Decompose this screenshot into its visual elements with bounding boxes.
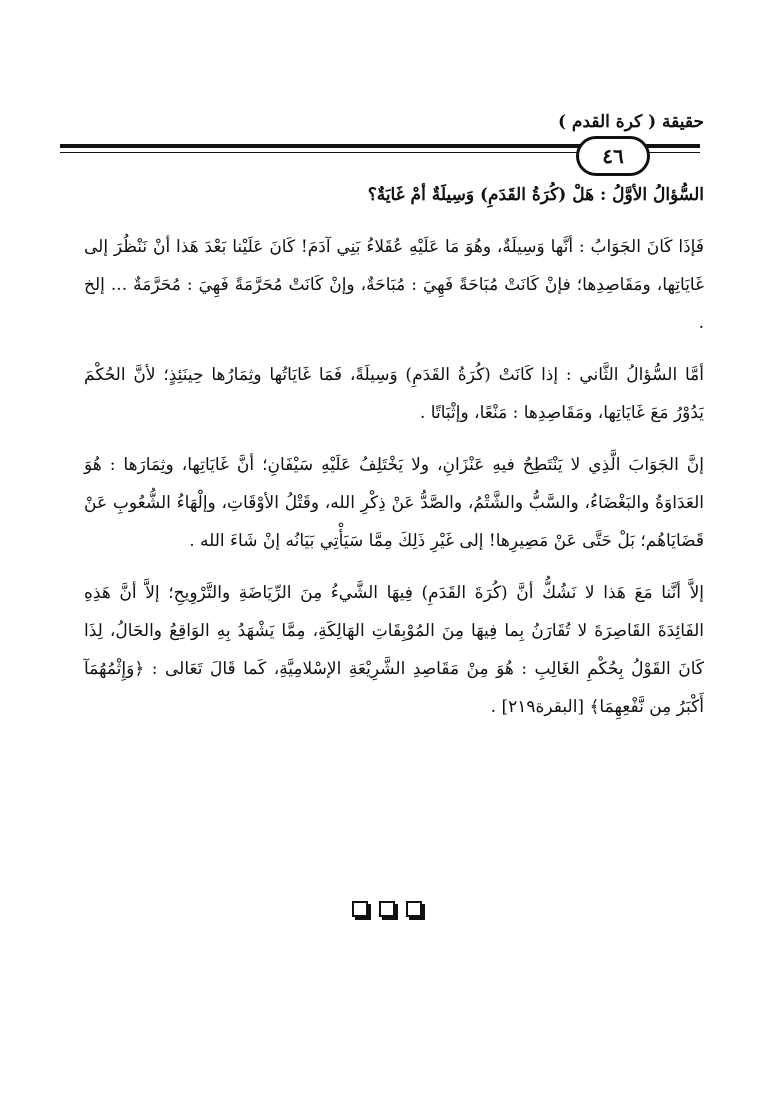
paragraph-first-answer: فَإذَا كَانَ الجَوَابُ : أنَّها وَسِيلَةٌ، وهُوَ مَا عَلَيْهِ عُقَلاءُ بَنِي آدَمَ! كَانَ عَلَيْنا بَعْدَ هَذا أنْ نَنْظُرَ إلى غَايَاتِها، ومَقَاصِدِها؛ فإنْ كَانَتْ مُبَاحَةً فَهِيَ : مُبَاحَةٌ، وإنْ كَانَتْ مُحَرَّمَةً فَهِيَ : مُحَرَّمَةٌ ... إلخ . bbox=[84, 237, 704, 333]
paragraph-second-answer: إنَّ الجَوَابَ الَّذِي لا يَنْتَطِحُ فيهِ عَنْزَانِ، ولا يَخْتَلِفُ عَلَيْهِ سَيْفَانِ؛ أنَّ غَايَاتِها، وثِمَارَها : هُوَ العَدَاوَةُ والبَغْضَاءُ، والسَّبُّ والشَّتْمُ، والصَّدُّ عَنْ ذِكْرِ الله، وقَتْلُ الأوْقَاتِ، وإلْهَاءُ الشُّعُوبِ عَنْ قَضَايَاهُم؛ بَلْ حَتَّى عَنْ مَصِيرِها! إلى غَيْرِ ذَلِكَ مِمَّا سَيَأْتِي بَيَانُه إنْ شَاءَ الله . bbox=[84, 455, 704, 551]
running-title: حقيقة ( كرة القدم ) bbox=[557, 112, 704, 132]
paragraph-conclusion: إلاَّ أنَّنا مَعَ هَذا لا نَشُكُّ أنَّ (كُرَةَ القَدَمِ) فِيهَا الشَّيءُ مِنَ الرِّيَاضَةِ والتَّرْوِيحِ؛ إلاَّ أنَّ هَذِهِ الفَائِدَةَ القَاصِرَةَ لا تُقَارَنُ بِما فِيهَا مِنَ المُوْبِقَاتِ الهَالِكَةِ، مِمَّا يَشْهَدُ بِهِ الوَاقِعُ والحَالُ، لِذَا كَانَ القَوْلُ بِحُكْمِ الغَالِبِ : هُوَ مِنْ مَقَاصِدِ الشَّرِيْعَةِ الإسْلامِيَّةِ، كَما قَالَ تَعَالى : ﴿وَإِثْمُهُمَآ أَكْبَرُ مِن نَّفْعِهِمَا﴾ [البقرة٢١٩] . bbox=[84, 583, 704, 717]
ornament-square-icon bbox=[352, 901, 368, 917]
section-end-ornament bbox=[352, 898, 422, 920]
page-body bbox=[84, 176, 704, 740]
page-number: ٤٦ bbox=[576, 136, 650, 176]
ornament-square-icon bbox=[406, 901, 422, 917]
ornament-square-icon bbox=[379, 901, 395, 917]
paragraph-first-question: السُّؤالُ الأوَّلُ : هَلْ (كُرَةُ القَدَمِ) وَسِيلَةٌ أمْ غَايَةٌ؟ bbox=[367, 185, 704, 205]
paragraph-second-question: أمَّا السُّؤالُ الثَّاني : إذا كَانَتْ (كُرَةُ القَدَمِ) وَسِيلَةً، فَمَا غَايَاتُها وثِمَارُها حِينَئِذٍ؛ لأنَّ الحُكْمَ يَدُوْرُ مَعَ غَايَاتِها، ومَقَاصِدِها : مَنْعًا، وإثْبَاتًا . bbox=[84, 365, 704, 423]
